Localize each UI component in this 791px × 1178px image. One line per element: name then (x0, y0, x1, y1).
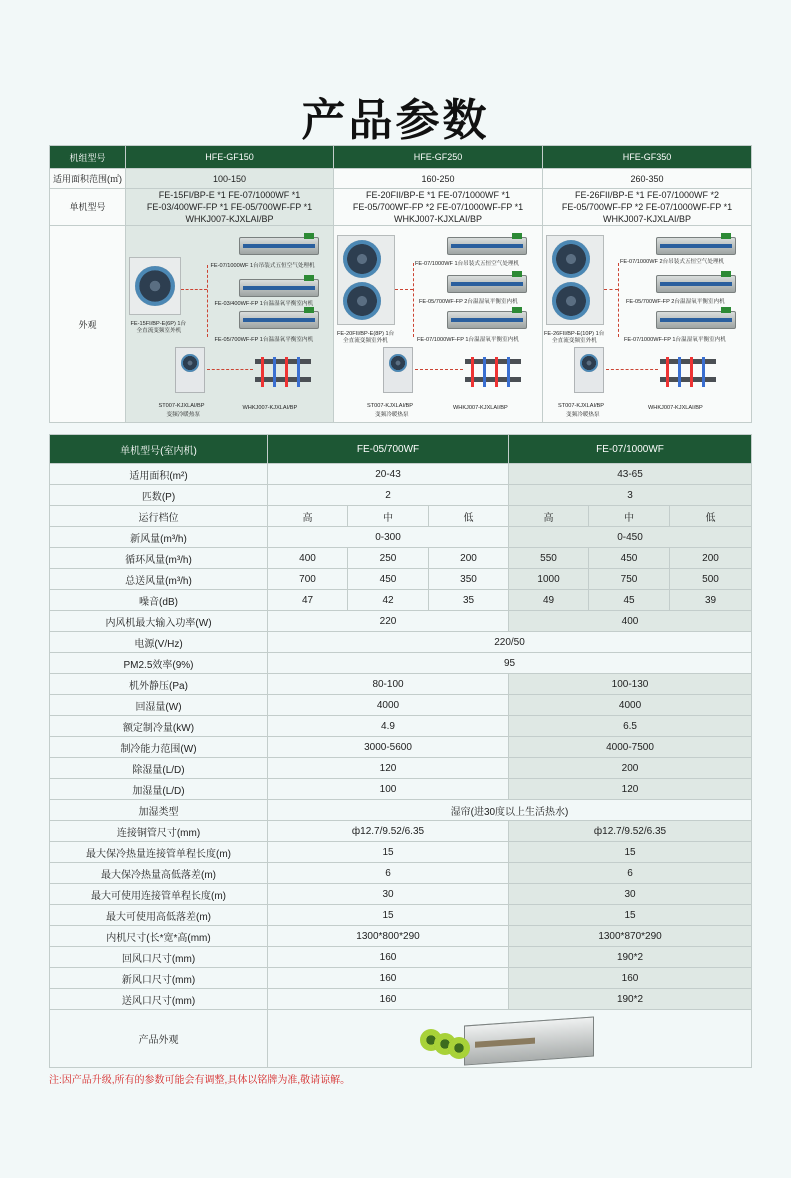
indoor-unit-label: FE-05/700WF-FP 2台温湿氧平衡室内机 (626, 299, 725, 305)
spec-label: 适用面积(m²) (50, 464, 268, 485)
spec-row (50, 485, 752, 506)
product-image (420, 1013, 600, 1065)
spec-label: 送风口尺寸(mm) (50, 989, 268, 1010)
spec-value: 15 (509, 905, 752, 926)
spec-value: 高 (509, 506, 589, 527)
spec-value: 120 (268, 758, 509, 779)
indoor-unit-image (239, 237, 319, 255)
spec-row (50, 611, 752, 632)
spec-row (50, 905, 752, 926)
spec-label: 回湿量(W) (50, 695, 268, 716)
spec-value: 4000 (509, 695, 752, 716)
spec-row (50, 863, 752, 884)
spec-value: ф12.7/9.52/6.35 (268, 821, 509, 842)
spec-row (50, 653, 752, 674)
spec-value: 39 (670, 590, 752, 611)
spec-value: 0-300 (268, 527, 509, 548)
spec-value: 6 (509, 863, 752, 884)
spec-value: 450 (589, 548, 670, 569)
spec-value: 4.9 (268, 716, 509, 737)
spec-value: 400 (268, 548, 348, 569)
model-cell: HFE-GF150 (126, 146, 334, 169)
spec-value: 500 (670, 569, 752, 590)
unit-model-line: WHKJ007-KJXLAI/BP (393, 214, 483, 224)
spec-value: 45 (589, 590, 670, 611)
spec-row (50, 632, 752, 653)
unit-model-line: FE-26FII/BP-E *1 FE-07/1000WF *2 (574, 190, 720, 200)
indoor-unit-spec-table (49, 434, 752, 1068)
indoor-unit-label: FE-07/1000WF 2台吊装式五恒空气处理机 (620, 259, 725, 265)
outdoor-unit-label: FE-20FII/BP-E(8P) 1台 (337, 331, 395, 337)
spec-value: 中 (348, 506, 429, 527)
spec-row (50, 884, 752, 905)
spec-row (50, 695, 752, 716)
indoor-unit-label: FE-05/700WF-FP 1台温湿氧平衡室内机 (214, 337, 314, 343)
spec-header-row (50, 435, 752, 464)
spec-value: 2 (268, 485, 509, 506)
spec-label: 最大保冷热量连接管单程长度(m) (50, 842, 268, 863)
area-row (50, 169, 752, 189)
spec-value: 6.5 (509, 716, 752, 737)
unit-model-cell (543, 189, 752, 226)
spec-row (50, 1010, 752, 1068)
spec-value: 湿帘(进30度以上生活热水) (268, 800, 752, 821)
spec-value: 低 (429, 506, 509, 527)
heat-pump-image (574, 347, 604, 393)
unit-model-line: FE-03/400WF-FP *1 FE-05/700WF-FP *1 (146, 202, 313, 212)
area-cell: 260-350 (543, 169, 752, 189)
spec-row (50, 506, 752, 527)
indoor-unit-label: FE-05/700WF-FP 2台温湿氧平衡室内机 (419, 299, 518, 305)
spec-value: 35 (429, 590, 509, 611)
spec-label: 循环风量(m³/h) (50, 548, 268, 569)
spec-label: 匹数(P) (50, 485, 268, 506)
outdoor-unit-image (546, 235, 604, 325)
manifold-image (465, 355, 521, 389)
spec-row (50, 926, 752, 947)
model-header-row (50, 146, 752, 169)
spec-value: 43-65 (509, 464, 752, 485)
system-illustration (334, 226, 543, 423)
spec-label: 连接铜管尺寸(mm) (50, 821, 268, 842)
spec-label: 内机尺寸(长*宽*高(mm) (50, 926, 268, 947)
spec-value: 160 (268, 989, 509, 1010)
spec-value: 1300*800*290 (268, 926, 509, 947)
spec-label: 电源(V/Hz) (50, 632, 268, 653)
spec-label: 运行档位 (50, 506, 268, 527)
appearance-row (50, 226, 752, 423)
indoor-unit-image (239, 311, 319, 329)
spec-value: 190*2 (509, 947, 752, 968)
indoor-unit-label: FE-03/400WF-FP 1台温湿氧平衡室内机 (214, 301, 314, 307)
spec-value: 200 (509, 758, 752, 779)
spec-row (50, 716, 752, 737)
spec-label: PM2.5效率(9%) (50, 653, 268, 674)
spec-label: 最大可使用连接管单程长度(m) (50, 884, 268, 905)
outdoor-unit-sub: 全直流变频室外机 (343, 338, 388, 344)
spec-value: 160 (268, 968, 509, 989)
spec-value: 30 (268, 884, 509, 905)
spec-value: 160 (268, 947, 509, 968)
unit-model-line: FE-05/700WF-FP *2 FE-07/1000WF-FP *1 (352, 202, 524, 212)
heat-pump-sub: 变频冷暖热泵 (566, 412, 600, 418)
manifold-label: WHKJ007-KJXLAI/BP (242, 405, 298, 411)
spec-value: 15 (509, 842, 752, 863)
spec-value: 低 (670, 506, 752, 527)
model-header-label: 机组型号 (50, 146, 126, 169)
spec-value: 1300*870*290 (509, 926, 752, 947)
spec-row (50, 758, 752, 779)
page-title: 产品参数 (301, 95, 490, 146)
spec-label: 新风量(m³/h) (50, 527, 268, 548)
system-model-table (49, 145, 752, 423)
spec-label: 额定制冷量(kW) (50, 716, 268, 737)
indoor-unit-label: FE-07/1000WF-FP 1台温湿氧平衡室内机 (417, 337, 519, 343)
spec-label: 内风机最大输入功率(W) (50, 611, 268, 632)
system-illustration (126, 226, 334, 423)
spec-value: 20-43 (268, 464, 509, 485)
heat-pump-image (175, 347, 205, 393)
spec-row (50, 548, 752, 569)
spec-label: 总送风量(m³/h) (50, 569, 268, 590)
outdoor-unit-label: FE-15FI/BP-E(6P) 1台 (130, 321, 187, 327)
spec-value: 高 (268, 506, 348, 527)
outdoor-unit-image (337, 235, 395, 325)
spec-value: 250 (348, 548, 429, 569)
unit-model-label: 单机型号 (50, 189, 126, 226)
spec-value: 95 (268, 653, 752, 674)
spec-row (50, 590, 752, 611)
unit-model-row (50, 189, 752, 226)
spec-label: 新风口尺寸(mm) (50, 968, 268, 989)
spec-value: 220/50 (268, 632, 752, 653)
spec-label: 产品外观 (50, 1010, 268, 1068)
indoor-unit-label: FE-07/1000WF 1台吊装式五恒空气处理机 (210, 263, 315, 269)
spec-label: 加湿量(L/D) (50, 779, 268, 800)
spec-row (50, 800, 752, 821)
spec-model-b: FE-07/1000WF (509, 435, 752, 464)
unit-model-cell (126, 189, 334, 226)
area-label: 适用面积范围(㎡) (50, 169, 126, 189)
spec-label: 制冷能力范围(W) (50, 737, 268, 758)
spec-row (50, 842, 752, 863)
indoor-unit-image (239, 279, 319, 297)
spec-label: 最大可使用高低落差(m) (50, 905, 268, 926)
area-cell: 160-250 (334, 169, 543, 189)
spec-value: 0-450 (509, 527, 752, 548)
spec-value: 200 (429, 548, 509, 569)
indoor-unit-image (656, 237, 736, 255)
spec-value: 350 (429, 569, 509, 590)
spec-value: 15 (268, 842, 509, 863)
area-cell: 100-150 (126, 169, 334, 189)
spec-value: 80-100 (268, 674, 509, 695)
spec-value: 220 (268, 611, 509, 632)
heat-pump-label: ST007-KJXLAI/BP (367, 403, 414, 409)
spec-value: 15 (268, 905, 509, 926)
spec-value: 中 (589, 506, 670, 527)
unit-model-line: WHKJ007-KJXLAI/BP (185, 214, 274, 224)
spec-value: 4000-7500 (509, 737, 752, 758)
manifold-label: WHKJ007-KJXLAI/BP (648, 405, 703, 411)
spec-value: 3 (509, 485, 752, 506)
spec-row (50, 821, 752, 842)
spec-value: 42 (348, 590, 429, 611)
spec-value: 550 (509, 548, 589, 569)
product-image-cell (268, 1010, 752, 1068)
manifold-image (255, 355, 311, 389)
spec-value: 47 (268, 590, 348, 611)
spec-value: 4000 (268, 695, 509, 716)
indoor-unit-label: FE-07/1000WF-FP 1台温湿氧平衡室内机 (624, 337, 726, 343)
model-cell: HFE-GF250 (334, 146, 543, 169)
spec-value: 100 (268, 779, 509, 800)
spec-value: 700 (268, 569, 348, 590)
heat-pump-sub: 变频冷暖热泵 (166, 412, 201, 418)
spec-value: 120 (509, 779, 752, 800)
spec-row (50, 989, 752, 1010)
unit-model-line: FE-20FII/BP-E *1 FE-07/1000WF *1 (365, 190, 511, 200)
spec-value: 190*2 (509, 989, 752, 1010)
model-cell: HFE-GF350 (543, 146, 752, 169)
outdoor-unit-sub: 全直流变频室外机 (136, 328, 182, 334)
spec-value: 100-130 (509, 674, 752, 695)
spec-value: 200 (670, 548, 752, 569)
spec-value: ф12.7/9.52/6.35 (509, 821, 752, 842)
spec-value: 49 (509, 590, 589, 611)
spec-label: 机外静压(Pa) (50, 674, 268, 695)
unit-model-line: WHKJ007-KJXLAI/BP (602, 214, 692, 224)
unit-model-line: FE-05/700WF-FP *2 FE-07/1000WF-FP *1 (561, 202, 733, 212)
spec-row (50, 674, 752, 695)
outdoor-unit-sub: 全直流变频室外机 (552, 338, 597, 344)
spec-row (50, 779, 752, 800)
heat-pump-image (383, 347, 413, 393)
spec-row (50, 464, 752, 485)
spec-value: 160 (509, 968, 752, 989)
system-illustration (543, 226, 752, 423)
spec-value: 750 (589, 569, 670, 590)
indoor-unit-image (656, 275, 736, 293)
spec-value: 1000 (509, 569, 589, 590)
manifold-image (660, 355, 716, 389)
indoor-unit-image (447, 237, 527, 255)
disclaimer-note: 注:因产品升级,所有的参数可能会有调整,具体以铭牌为准,敬请谅解。 (49, 1075, 351, 1086)
spec-row (50, 968, 752, 989)
spec-value: 3000-5600 (268, 737, 509, 758)
spec-label: 除湿量(L/D) (50, 758, 268, 779)
indoor-unit-image (656, 311, 736, 329)
spec-label: 加湿类型 (50, 800, 268, 821)
spec-row (50, 527, 752, 548)
heat-pump-label: ST007-KJXLAI/BP (158, 403, 205, 409)
spec-label: 最大保冷热量高低落差(m) (50, 863, 268, 884)
spec-model-a: FE-05/700WF (268, 435, 509, 464)
unit-model-line: FE-15FI/BP-E *1 FE-07/1000WF *1 (158, 190, 301, 200)
spec-value: 400 (509, 611, 752, 632)
indoor-unit-image (447, 311, 527, 329)
heat-pump-sub: 变频冷暖热泵 (375, 412, 409, 418)
indoor-unit-label: FE-07/1000WF 1台吊装式五恒空气处理机 (415, 261, 520, 267)
spec-row (50, 737, 752, 758)
manifold-label: WHKJ007-KJXLAI/BP (453, 405, 508, 411)
spec-header-label: 单机型号(室内机) (50, 435, 268, 464)
appearance-label: 外观 (50, 226, 126, 423)
spec-row (50, 947, 752, 968)
outdoor-unit-image (129, 257, 181, 315)
unit-model-cell (334, 189, 543, 226)
spec-row (50, 569, 752, 590)
spec-value: 450 (348, 569, 429, 590)
spec-label: 噪音(dB) (50, 590, 268, 611)
indoor-unit-image (447, 275, 527, 293)
spec-value: 6 (268, 863, 509, 884)
spec-value: 30 (509, 884, 752, 905)
spec-label: 回风口尺寸(mm) (50, 947, 268, 968)
heat-pump-label: ST007-KJXLAI/BP (558, 403, 605, 409)
outdoor-unit-label: FE-26FII/BP-E(10P) 1台 (544, 331, 605, 337)
